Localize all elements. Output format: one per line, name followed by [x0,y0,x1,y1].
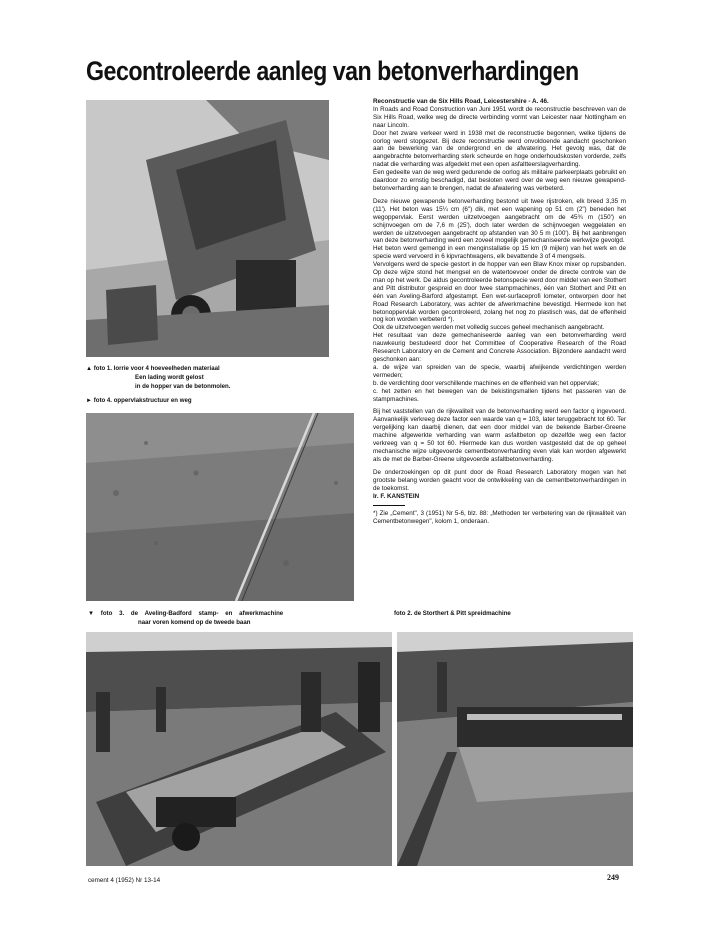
author: Ir. F. KANSTEIN [373,492,420,500]
article-paragraph: De onderzoekingen op dit punt door de Road Research Laboratory mogen van het grootste belang worden geacht voor de ontwikkeling van de cementbetonverhardingen in de toekomst. [373,468,626,492]
article-paragraph: Deze nieuwe gewapende betonverharding bestond uit twee rijstroken, elk breed 3,35 m (11'). Het beton was 15¼ cm (6") dik, met een wapening op 51 cm (2") beneden het wegoppervlak. Eerst werden uitzetvoegen aangebracht om de 45¾ m (150') en schijnvoegen om de 7,6 m (25'), doch later werden de schijnvoegen weggelaten en werden de uitzetvoegen aangebracht op afstanden van 30 5 m (100'). Bij het aanbrengen van deze betonverharding werd een zoveel mogelijk gemechaniseerde werkwijze gevolgd. [373,197,626,245]
journal-reference: cement 4 (1952) Nr 13-14 [88,877,161,884]
caption-foto-4: ► foto 4. oppervlakstructuur en weg [86,397,192,404]
photo-surface-structure [86,413,354,601]
article-column [373,98,626,531]
caption-foto-1-line-1: ▲ foto 1. lorrie voor 4 hoeveelheden materiaal [86,365,220,372]
caption-foto-2: foto 2. de Storthert & Pitt spreidmachine [394,610,511,617]
article-paragraph: Een gedeelte van de weg werd gedurende de oorlog als militaire parkeerplaats gebruikt en daardoor zo ernstig beschadigd, dat besloten werd over de weg een nieuwe gewapend-betonverharding aan te brengen, nadat de afwatering was verbeterd. [373,169,626,192]
article-paragraph: Door het zware verkeer werd in 1938 met de reconstructie begonnen, welke tijdens de oorlog werd stopgezet. Bij deze reconstructie werd onvoldoende aandacht geschonken aan de bewerking van de ondergrond en de afwatering. Het gevolg was, dat de aangebrachte betonverharding sterk scheurde en hoge onderhoudskosten vorderde, zelfs nadat die verharding was afgedekt met een open asfaltteerslagverharding. [373,129,626,169]
footnote: *) Zie „Cement", 3 (1951) Nr 5-6, blz. 88: „Methoden ter verbetering van de rijkwaliteit van Cementbetonwegen", kolom 1, onderaan. [373,510,626,526]
caption-foto-3-line-2: naar voren komend op de tweede baan [138,619,251,626]
article-paragraph: Het beton werd gemengd in een menginstallatie op 15 km (9 mijlen) van het werk en de specie werd vervoerd in 6 kipvrachtwagens, elk bevattende 3 of 4 mengsels. [373,245,626,261]
footnote-divider [373,505,405,506]
list-item: a. de wijze van spreiden van de specie, waarbij afwijkende verdichtingen werden vermeden; [373,363,626,379]
caption-foto-3-line-1: ▼ foto 3. de Aveling-Badford stamp- en afwerkmachine [88,610,284,617]
page-title: Gecontroleerde aanleg van betonverhardingen [86,56,579,86]
photo-lorry-hopper [86,100,329,357]
caption-foto-1-line-3: in de hopper van de betonmolen. [135,383,231,390]
article-paragraph: In Roads and Road Construction van Juni 1951 wordt de reconstructie beschreven van de Six Hills Road, welke weg de directe verbinding vormt van Leicester naar Nottingham en naar Lincoln. [373,105,626,129]
article-paragraph: Het resultaat van deze gemechaniseerde aanleg van een betonverharding werd nauwkeurig bestudeerd door het Committee of Cooperative Research of the Road Research Laboratory en de Cement and Concrete Association. Bijzondere aandacht werd geschonken aan: [373,332,626,363]
caption-foto-3 [88,609,283,627]
attention-list [373,364,626,404]
list-item: b. de verdichting door verschillende machines en de effenheid van het oppervlak; [373,379,600,387]
caption-foto-1 [86,364,230,391]
photo-stothert-pitt-spreader [397,632,633,866]
article-heading: Reconstructie van de Six Hills Road, Leicestershire - A. 46. [373,98,549,105]
list-item: c. het zetten en het bewegen van de bekistingsmallen tijdens het passeren van de stampmachines. [373,387,626,403]
page-number: 249 [607,873,619,882]
photo-aveling-barford-machine [86,632,392,866]
caption-foto-1-line-2: Een lading wordt gelost [135,374,204,381]
article-paragraph: Bij het vaststellen van de rijkwaliteit van de betonverharding werd een factor q ingevoerd. Aanvankelijk verkreeg deze factor een waarde van q = 103, later teruggebracht tot 60. Ter vergelijking kan daarbij dienen, dat een door middel van de bekende Barber-Greene machine afgewerkte verharding van warm asfaltbeton op dezelfde weg een factor verkreeg van q = 50 tot 60. Hiermede kan dus worden vastgesteld dat de op geheel mechanische wijze uitgevoerde cementbetonverharding even vlak kan worden afgewerkt als de met de Barber-Greene uitgevoerde asfaltbetonverharding. [373,408,626,463]
article-paragraph: Ook de uitzetvoegen werden met volledig succes geheel mechanisch aangebracht. [373,324,605,332]
article-paragraph: Vervolgens werd de specie gestort in de hopper van een Blaw Knox mixer op rupsbanden. Op deze wijze stond het mengsel en de watertoevoer onder de directe controle van de man op het werk. De aldus gecontroleerde betonspecie werd door middel van een Stothert and Pitt distributor gespreid en door twee stampmachines, één van Stothert and Pitt en één van Aveling-Barford afgestampt. Een wet-surfaceprofi lometer, ontworpen door het Road Research Laboratory, was achter de afwerkmachine bevestigd. Hiermede kon het betonoppervlak worden gecontroleerd, zolang het nog zo plastisch was, dat de effenheid nog kon worden verbeterd *). [373,261,626,324]
